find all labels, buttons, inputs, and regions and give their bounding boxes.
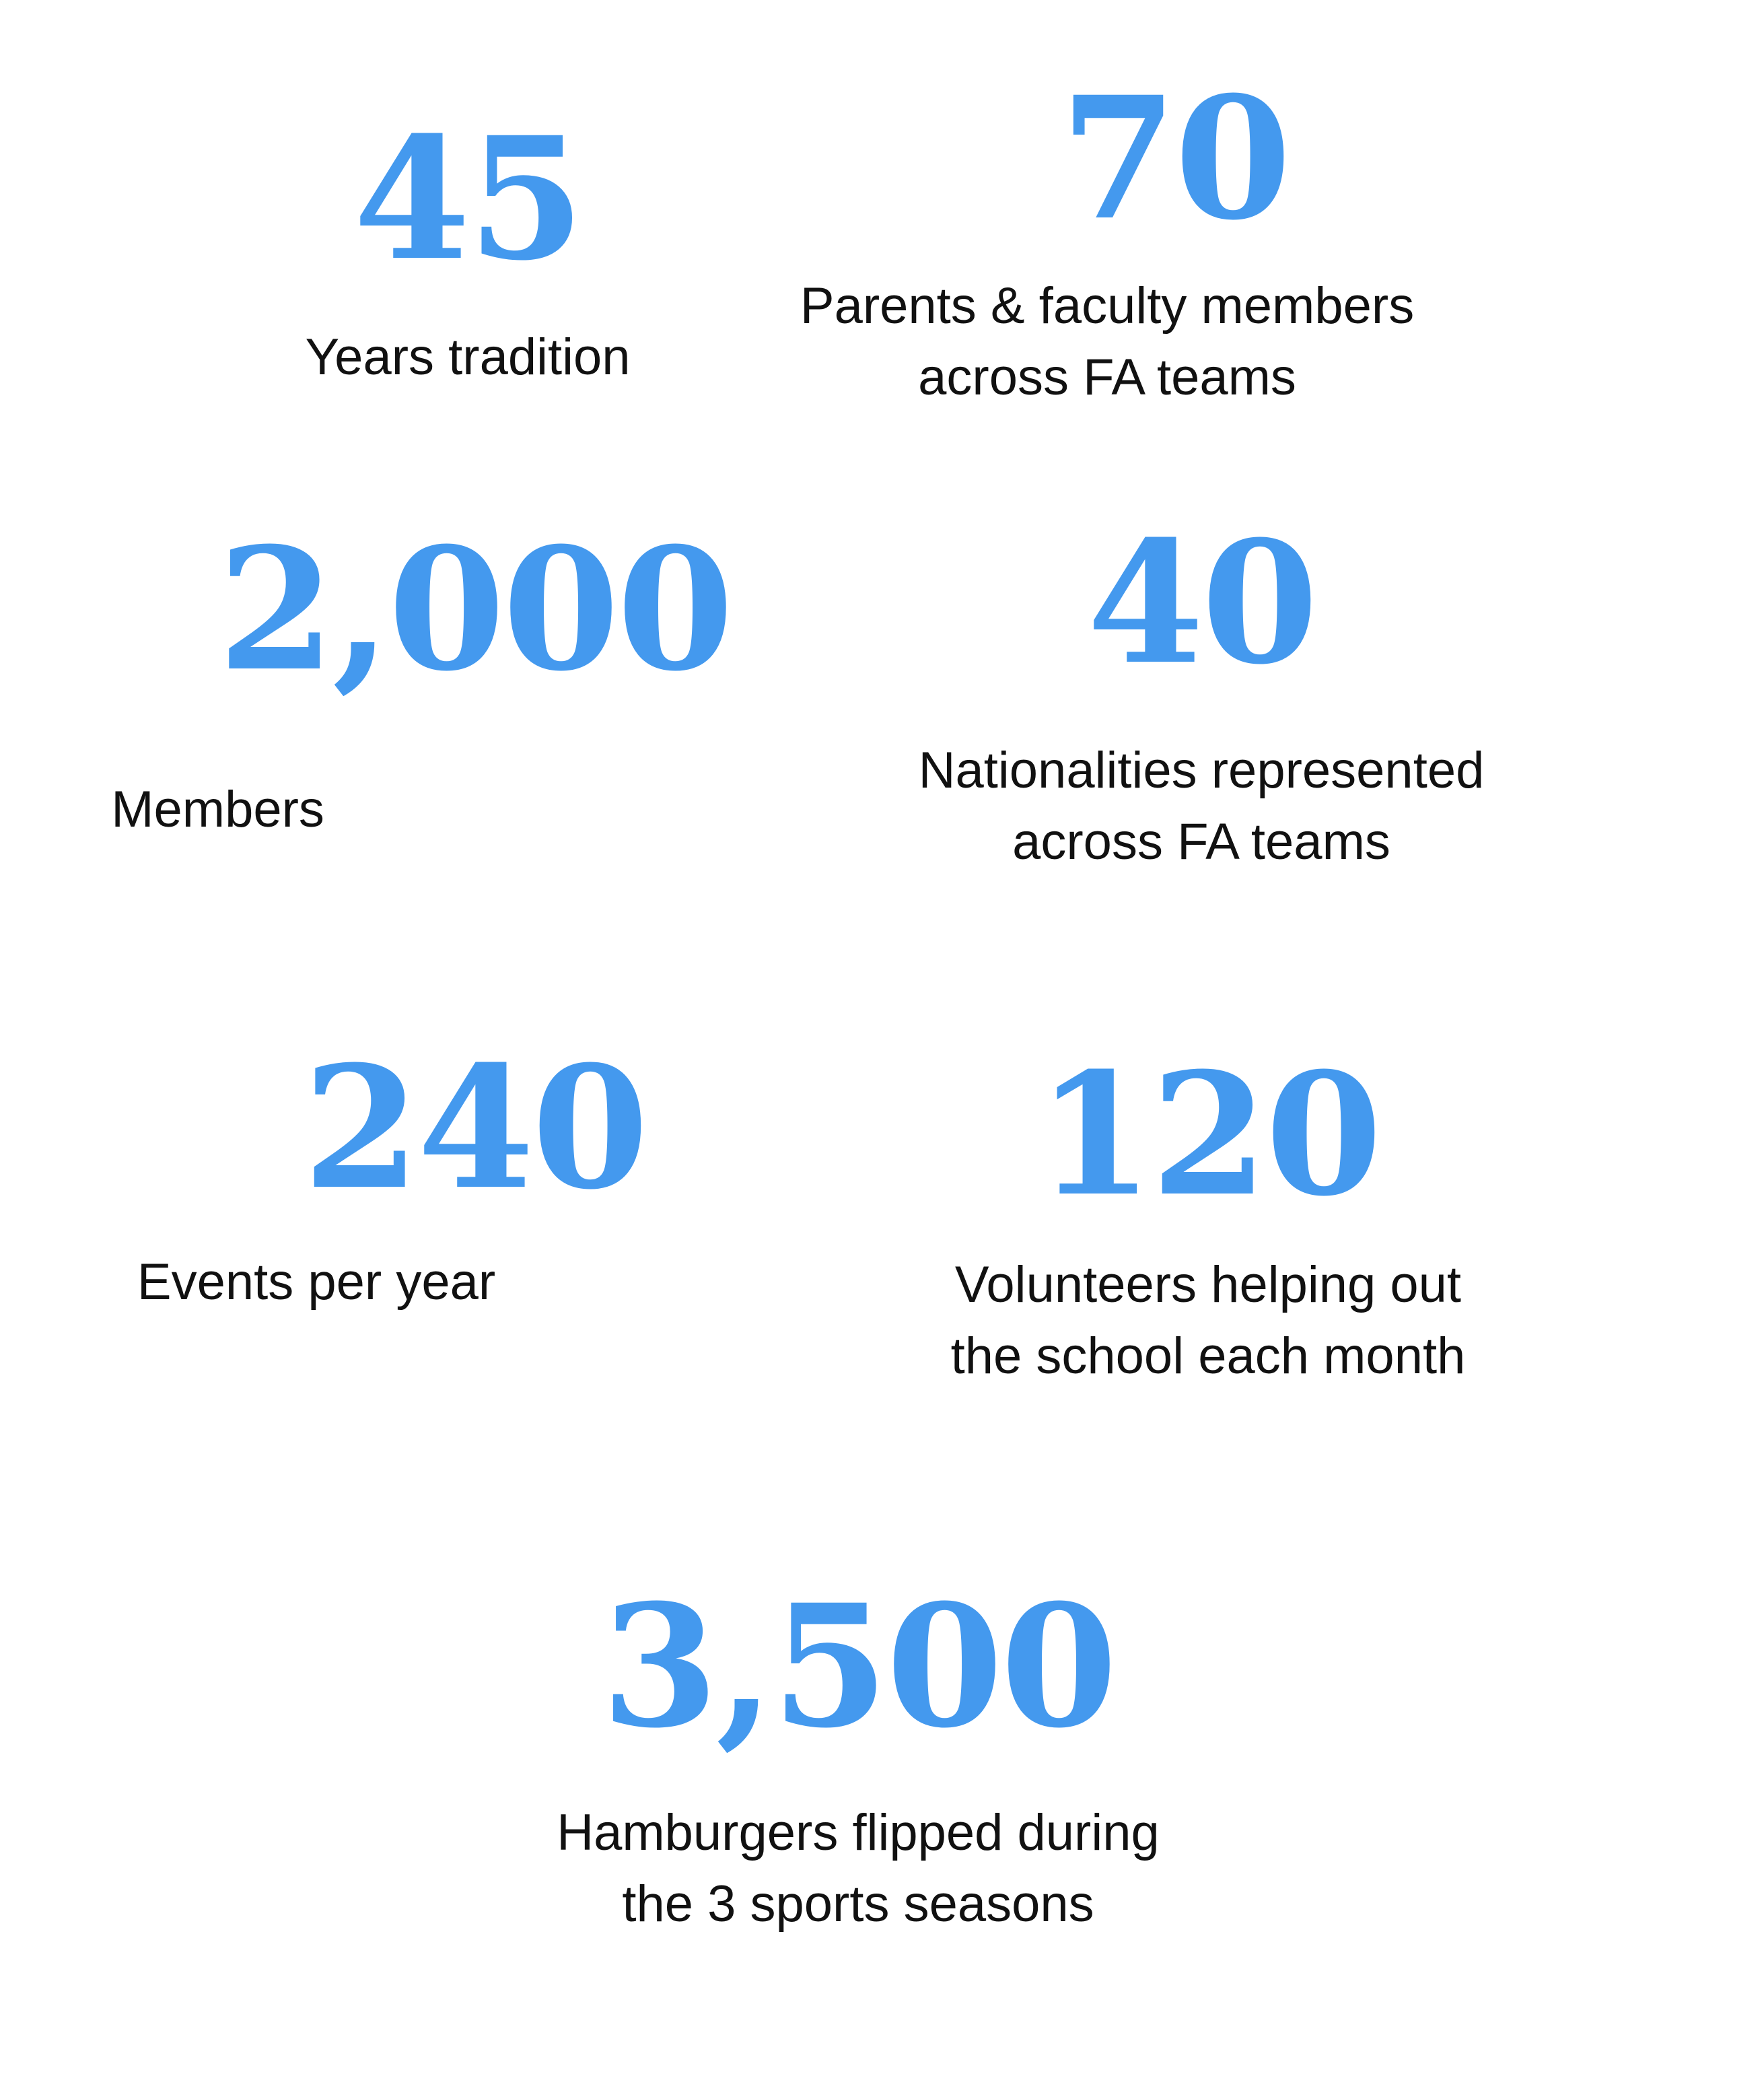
stat-value: 3,500: [601, 1567, 1115, 1765]
stat-label: Parents & faculty members across FA teams: [800, 277, 1415, 406]
stat-members: [111, 510, 732, 838]
stat-label: Members: [111, 781, 324, 838]
stat-value: 40: [1087, 504, 1316, 701]
stat-value: 70: [1060, 59, 1289, 257]
stat-label: Nationalities represented across FA teams: [918, 742, 1485, 870]
stat-events: [137, 1029, 646, 1311]
stat-value: 45: [353, 100, 582, 298]
stat-label: Events per year: [137, 1253, 496, 1311]
stat-nationalities: [918, 504, 1485, 870]
stat-parents-faculty: [800, 59, 1415, 406]
stat-hamburgers: [557, 1567, 1160, 1933]
stat-years-tradition: [305, 100, 631, 386]
stat-value: 120: [1036, 1035, 1380, 1233]
stat-value: 240: [303, 1029, 646, 1226]
stat-label: Volunteers helping out the school each month: [950, 1256, 1466, 1385]
stat-volunteers: [950, 1035, 1466, 1385]
stat-value: 2,000: [217, 510, 732, 708]
stat-label: Hamburgers flipped during the 3 sports seasons: [557, 1804, 1160, 1933]
stat-label: Years tradition: [305, 328, 631, 386]
